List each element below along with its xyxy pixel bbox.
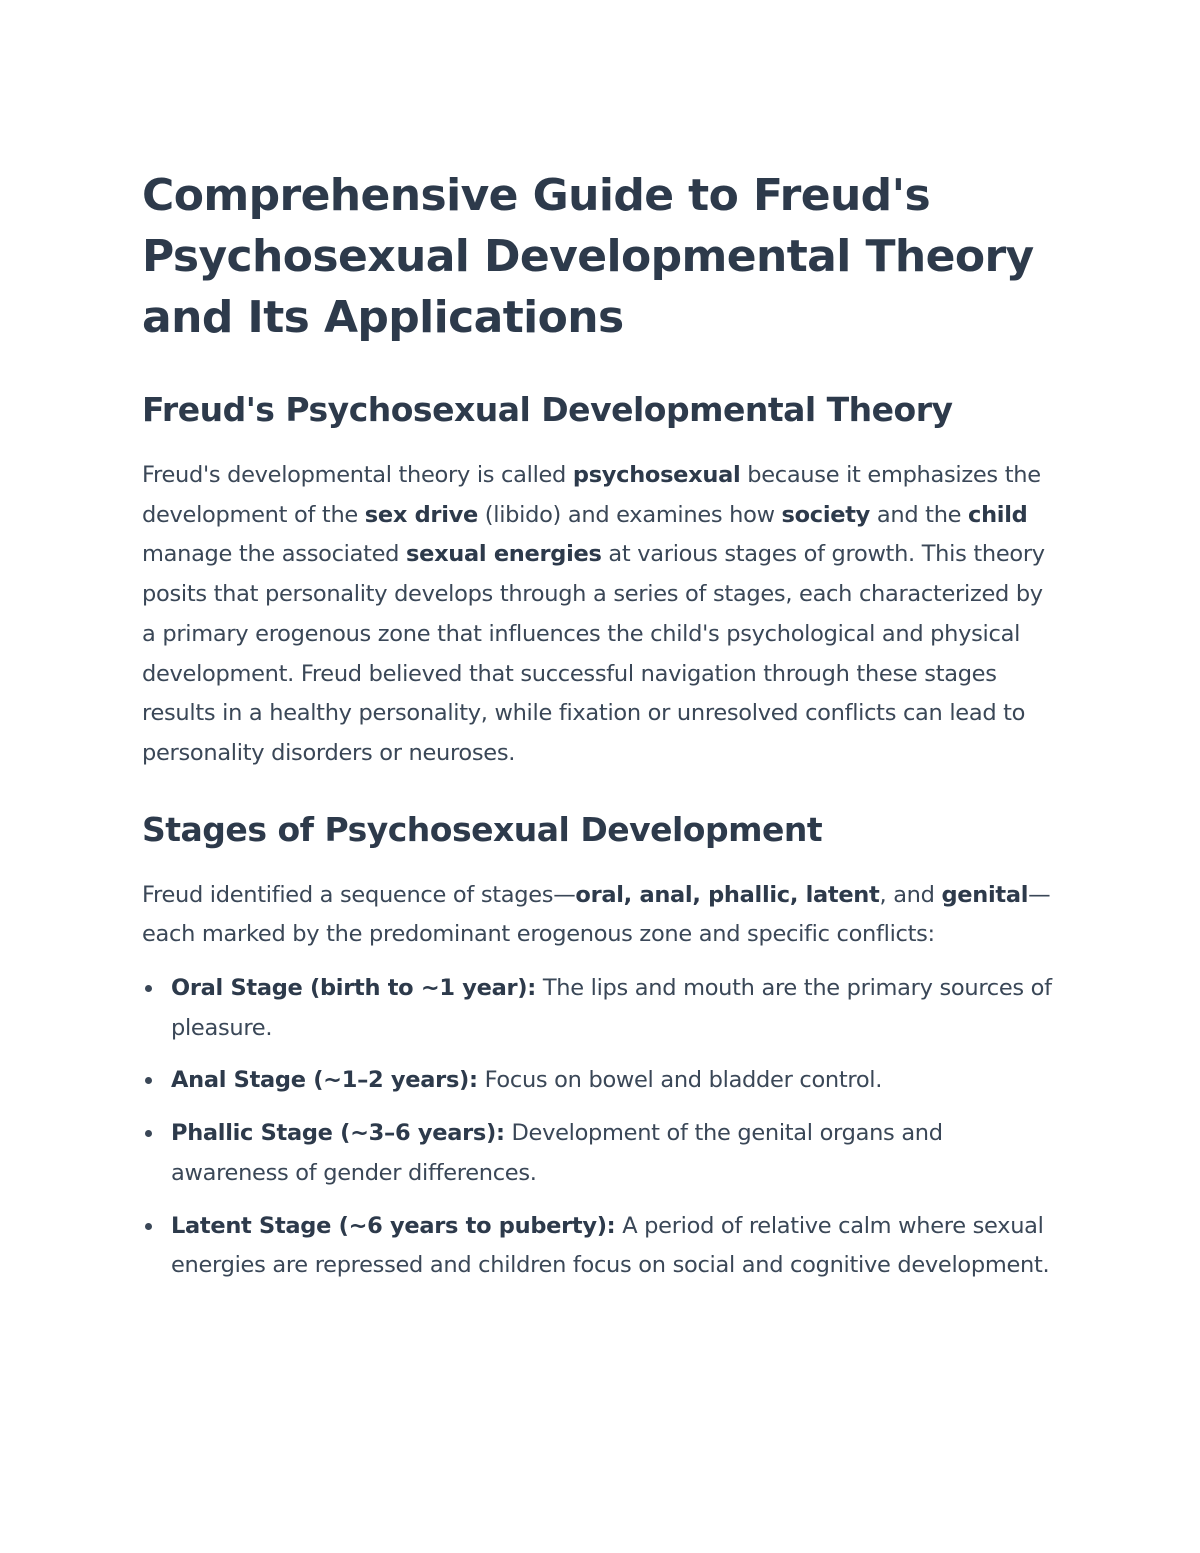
bold-term-sex-drive: sex drive <box>364 501 478 528</box>
stage-description: The lips and mouth are the primary sources of pleasure. <box>171 975 1052 1041</box>
bold-term-society: society <box>781 501 871 528</box>
document-title: Comprehensive Guide to Freud's Psychosexual Developmental Theory and Its Applications <box>142 170 1034 343</box>
text-run: because it emphasizes the development of the <box>142 462 1041 528</box>
bold-term-psychosexual: psychosexual <box>572 462 741 488</box>
stages-list <box>142 969 1060 1286</box>
stage-description: Development of the genital organs and awareness of gender differences. <box>171 1120 943 1186</box>
text-run: manage the associated <box>142 541 407 568</box>
bold-term-sexual-energies: sexual energies <box>406 541 602 568</box>
text-run: Freud identified a sequence of stages— <box>142 881 576 908</box>
bold-term-phallic: phallic <box>708 881 790 908</box>
text-run: —each marked by the predominant erogenous zone and specific conflicts: <box>142 881 1051 948</box>
list-item-oral-stage <box>142 969 1060 1048</box>
bullet-icon <box>145 1130 152 1137</box>
stage-description: Focus on bowel and bladder control. <box>477 1067 883 1094</box>
separator: , <box>623 881 640 908</box>
text-run: at various stages of growth. This theory posits that personality develops through a series of stages, each characterized by a primary erogenous zone that influences the child's psychological and physical development. Freud believed that successful navigation through these stages results in a healthy personality, while fixation or unresolved conflicts can lead to personality disorders or neuroses. <box>142 541 1045 766</box>
section-heading-stages: Stages of Psychosexual Development <box>142 809 823 849</box>
list-item-anal-stage <box>142 1061 1060 1101</box>
separator: , <box>789 881 806 908</box>
bold-term-latent: latent <box>805 881 880 908</box>
stages-intro-paragraph <box>142 876 1060 955</box>
section-heading-theory: Freud's Psychosexual Developmental Theory <box>142 390 953 429</box>
list-item-latent-stage <box>142 1207 1060 1286</box>
bold-term-anal: anal <box>639 881 693 908</box>
stage-description: A period of relative calm where sexual energies are repressed and children focus on social and cognitive development. <box>171 1212 1050 1279</box>
theory-paragraph <box>142 456 1060 774</box>
bold-term-oral: oral <box>575 881 624 908</box>
text-run: Freud's developmental theory is called <box>142 462 573 488</box>
bold-term-genital: genital <box>941 881 1029 908</box>
bullet-icon <box>145 985 152 992</box>
text-run: and the <box>870 501 969 528</box>
stage-label: Oral Stage (birth to ~1 year): <box>171 975 536 1002</box>
stage-label: Anal Stage (~1–2 years): <box>171 1067 478 1094</box>
bullet-icon <box>145 1077 152 1084</box>
text-run: (libido) and examines how <box>477 501 782 528</box>
stage-label: Latent Stage (~6 years to puberty): <box>171 1212 616 1239</box>
stage-label: Phallic Stage (~3–6 years): <box>171 1120 505 1147</box>
separator: , and <box>879 881 942 908</box>
bullet-icon <box>145 1223 152 1230</box>
bold-term-child: child <box>968 501 1028 528</box>
separator: , <box>692 881 709 908</box>
list-item-phallic-stage <box>142 1114 1060 1193</box>
